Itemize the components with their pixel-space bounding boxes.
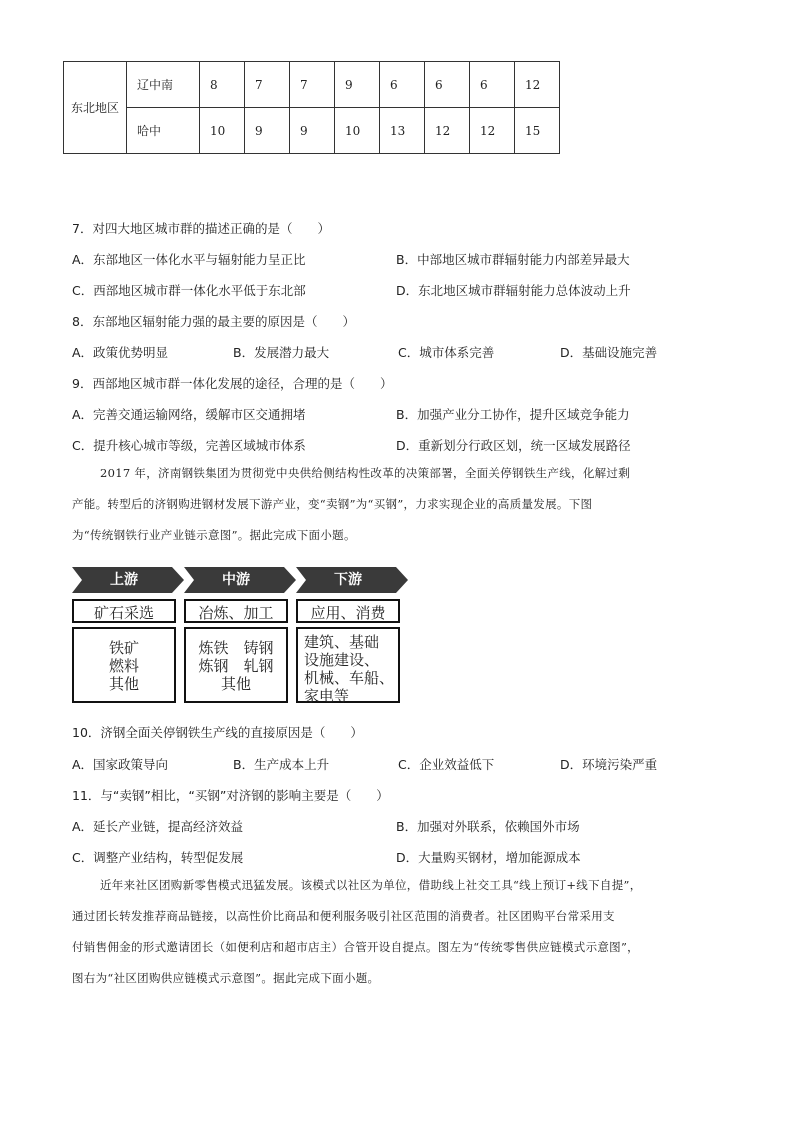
question-9-option-d[interactable]: D．重新划分行政区划，统一区域发展路径 [396,438,631,453]
stage-items-box [296,627,400,703]
question-10-option-a[interactable]: A．国家政策导向 [72,757,169,772]
table-cell: 8 [200,62,245,108]
question-11-stem: 11．与“卖钢”相比，“买钢”对济钢的影响主要是（ ） [72,788,389,803]
region-data-table [63,61,560,154]
table-cell: 13 [380,108,425,154]
question-9-stem: 9．西部地区城市群一体化发展的途径，合理的是（ ） [72,376,393,391]
question-7-option-c[interactable]: C．西部地区城市群一体化水平低于东北部 [72,283,306,298]
question-10-option-c[interactable]: C．企业效益低下 [398,757,495,772]
stage-item: 其他 [220,675,251,693]
stage-item: 炼铁 铸钢 [198,639,274,657]
question-7-option-d[interactable]: D．东北地区城市群辐射能力总体波动上升 [396,283,631,298]
stage-item: 建筑、基础 [304,633,380,651]
question-11-option-a[interactable]: A．延长产业链，提高经济效益 [72,819,244,834]
table-cell: 10 [335,108,380,154]
stage-label: 中游 [222,572,250,588]
question-8-stem: 8．东部地区辐射能力强的最主要的原因是（ ） [72,314,355,329]
passage-line: 产能。转型后的济钢购进钢材发展下游产业，变“卖钢”为“买钢”，力求实现企业的高质量发展。下图 [72,497,593,511]
passage-community-group-buying [72,870,722,994]
question-8-option-d[interactable]: D．基础设施完善 [560,345,658,360]
question-8-option-a[interactable]: A．政策优势明显 [72,345,169,360]
question-8-option-b[interactable]: B．发展潜力最大 [233,345,330,360]
stage-items-box [184,627,288,703]
stage-label: 下游 [334,572,362,588]
question-10-option-d[interactable]: D．环境污染严重 [560,757,658,772]
question-8-option-c[interactable]: C．城市体系完善 [398,345,495,360]
table-cell: 7 [290,62,335,108]
stage-item: 设施建设、 [304,651,380,669]
passage-line: 近年来社区团购新零售模式迅猛发展。该模式以社区为单位，借助线上社交工具“线上预订+线下自提”， [100,878,642,892]
table-cell: 9 [245,108,290,154]
passage-line: 付销售佣金的形式邀请团长（如便利店和超市店主）合管开设自提点。图左为“传统零售供应链模式示意图”， [72,940,639,954]
table-cell: 12 [470,108,515,154]
table-cell: 辽中南 [127,62,200,108]
passage-line: 图右为“社区团购供应链模式示意图”。据此完成下面小题。 [72,971,380,985]
stage-item: 机械、车船、 [304,669,395,687]
question-7-stem: 7．对四大地区城市群的描述正确的是（ ） [72,221,330,236]
stage-item: 铁矿 [108,639,139,657]
question-7-option-a[interactable]: A．东部地区一体化水平与辐射能力呈正比 [72,252,306,267]
table-row [64,108,560,154]
table-cell: 10 [200,108,245,154]
stage-title-box: 矿石采选 [72,599,176,623]
table-cell: 9 [335,62,380,108]
question-10-option-b[interactable]: B．生产成本上升 [233,757,330,772]
table-cell: 哈中 [127,108,200,154]
table-cell: 12 [425,108,470,154]
table-row [64,62,560,108]
question-11-option-b[interactable]: B．加强对外联系，依赖国外市场 [396,819,580,834]
stage-label: 上游 [110,572,138,588]
stage-item: 燃料 [108,657,139,675]
table-cell: 6 [380,62,425,108]
question-7-option-b[interactable]: B．中部地区城市群辐射能力内部差异最大 [396,252,630,267]
table-cell: 6 [425,62,470,108]
table-cell: 12 [515,62,560,108]
question-11-option-d[interactable]: D．大量购买钢材，增加能源成本 [396,850,581,865]
question-10-stem: 10．济钢全面关停钢铁生产线的直接原因是（ ） [72,725,363,740]
stage-items-box [72,627,176,703]
stage-item: 家电等 [304,687,350,705]
passage-line: 为“传统钢铁行业产业链示意图”。据此完成下面小题。 [72,528,356,542]
steel-industry-chain-diagram [72,563,410,705]
region-name-cell: 东北地区 [64,62,127,154]
table-cell: 9 [290,108,335,154]
question-9-option-c[interactable]: C．提升核心城市等级，完善区域城市体系 [72,438,306,453]
passage-steel [72,458,722,551]
table-cell: 6 [470,62,515,108]
passage-line: 通过团长转发推荐商品链接，以高性价比商品和便利服务吸引社区范围的消费者。社区团购平台常采用支 [72,909,615,923]
table-cell: 7 [245,62,290,108]
stage-title-box: 应用、消费 [296,599,400,623]
question-9-option-a[interactable]: A．完善交通运输网络，缓解市区交通拥堵 [72,407,306,422]
table-cell: 15 [515,108,560,154]
stage-title-box: 冶炼、加工 [184,599,288,623]
stage-item: 其他 [108,675,139,693]
question-11-option-c[interactable]: C．调整产业结构，转型促发展 [72,850,244,865]
question-9-option-b[interactable]: B．加强产业分工协作，提升区域竞争能力 [396,407,630,422]
passage-line: 2017 年，济南钢铁集团为贯彻党中央供给侧结构性改革的决策部署，全面关停钢铁生产线，化解过剩 [100,466,631,480]
stage-item: 炼钢 轧钢 [198,657,274,675]
